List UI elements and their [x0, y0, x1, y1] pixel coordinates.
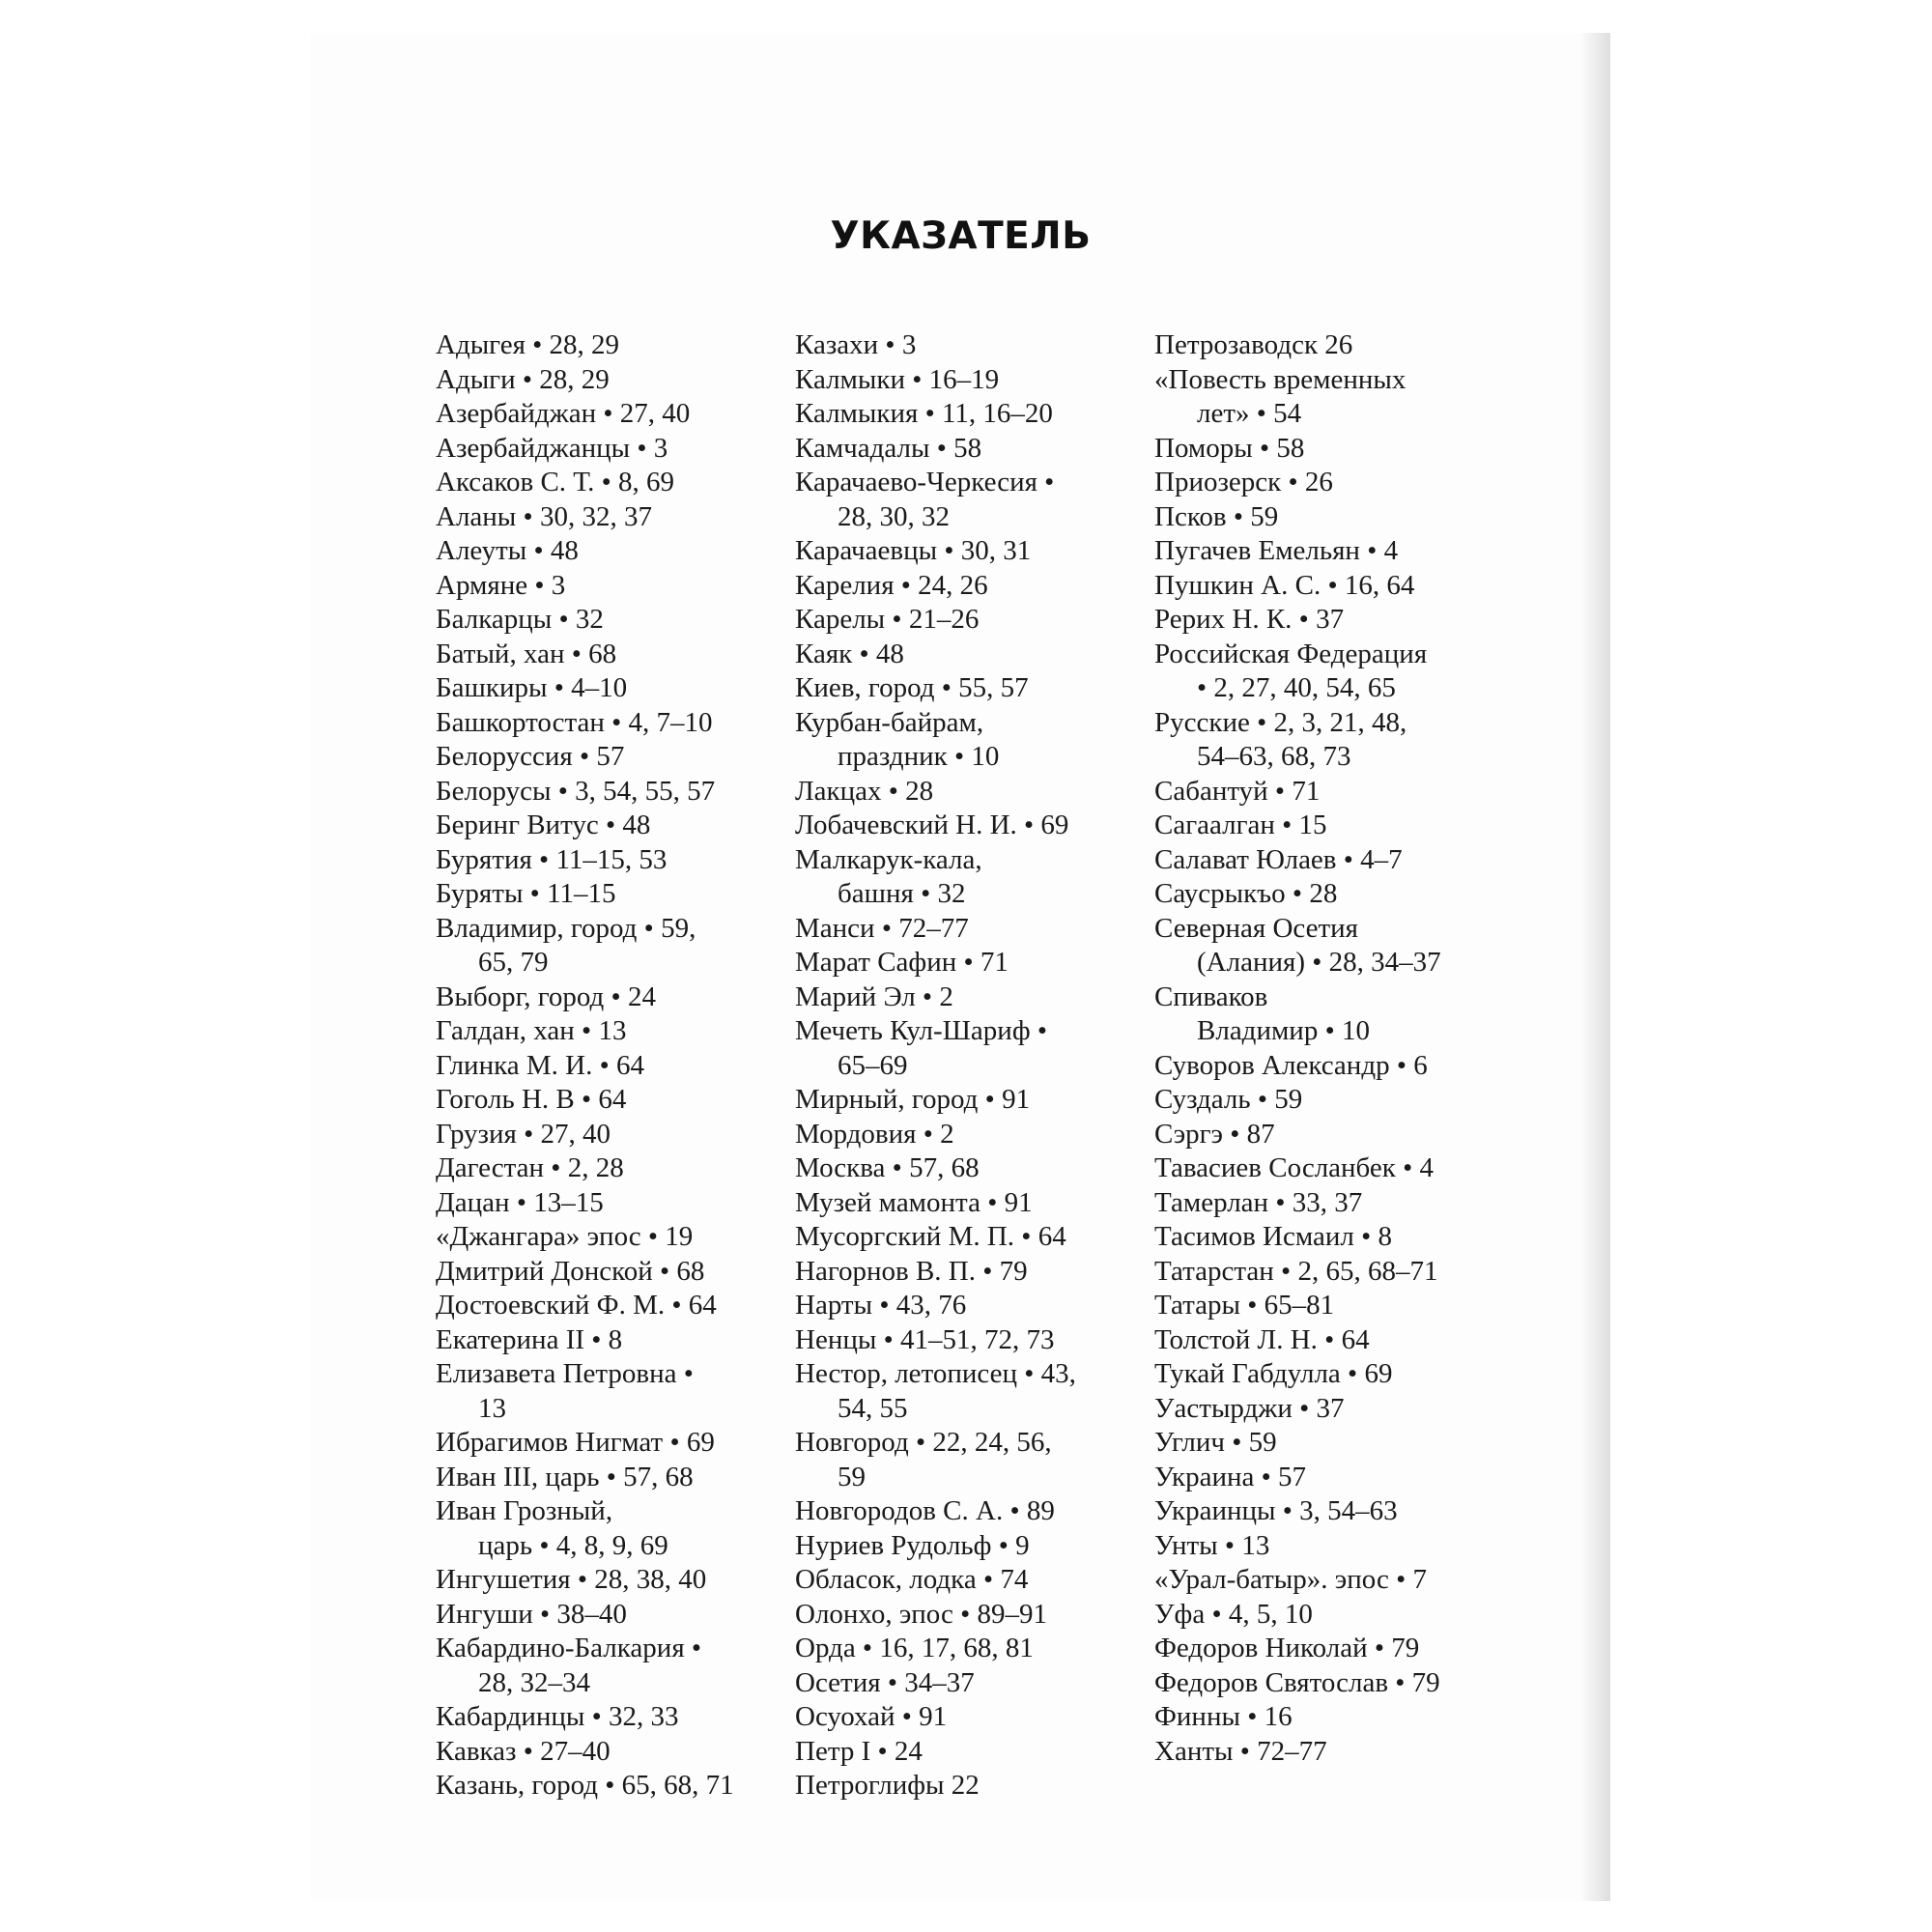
index-entry-line: Рерих Н. К. • 37 — [1154, 604, 1345, 635]
index-entry-line: Финны • 16 — [1154, 1701, 1293, 1732]
index-entry-line: (Алания) • 28, 34–37 — [1197, 947, 1441, 978]
index-entry-line: Алеуты • 48 — [436, 535, 579, 566]
index-entry-line: Грузия • 27, 40 — [436, 1118, 611, 1150]
index-entry-line: Уфа • 4, 5, 10 — [1154, 1598, 1313, 1630]
index-entry-line: Осуохай • 91 — [795, 1701, 948, 1732]
index-page — [311, 33, 1610, 1901]
index-entry-line: Сабантуй • 71 — [1154, 775, 1321, 807]
index-entry-line: Армяне • 3 — [436, 569, 566, 601]
index-entry-line: 65–69 — [838, 1049, 908, 1081]
index-entry-line: Пушкин А. С. • 16, 64 — [1154, 569, 1415, 601]
index-entry-line: Пугачев Емельян • 4 — [1154, 535, 1399, 566]
index-entry-line: Тавасиев Сосланбек • 4 — [1154, 1152, 1435, 1183]
index-entry-line: Мусоргский М. П. • 64 — [795, 1221, 1066, 1252]
index-entry-line: Карачаево-Черкесия • — [795, 467, 1055, 497]
index-entry-line: «Повесть временных — [1154, 363, 1406, 395]
index-entry-line: Карелы • 21–26 — [795, 604, 980, 635]
index-entry-line: Толстой Л. Н. • 64 — [1154, 1323, 1370, 1355]
index-entry-line: Аксаков С. Т. • 8, 69 — [436, 467, 675, 497]
index-entry-line: Уастырджи • 37 — [1154, 1392, 1345, 1424]
index-entry-line: Тасимов Исмаил • 8 — [1154, 1221, 1393, 1252]
index-entry-line: Камчадалы • 58 — [795, 432, 982, 464]
index-entry-line: Галдан, хан • 13 — [436, 1015, 627, 1046]
index-entry-line: Казахи • 3 — [795, 329, 917, 360]
index-entry-line: Ингушетия • 28, 38, 40 — [436, 1564, 707, 1595]
index-entry-line: Достоевский Ф. М. • 64 — [436, 1290, 717, 1321]
index-entry-line: Татарстан • 2, 65, 68–71 — [1154, 1255, 1438, 1287]
index-entry-line: лет» • 54 — [1197, 398, 1302, 429]
index-entry-line: 28, 30, 32 — [838, 500, 950, 532]
index-entry-line: Петроглифы 22 — [795, 1770, 980, 1801]
index-entry-line: Бурятия • 11–15, 53 — [436, 843, 668, 875]
index-entry-line: Новгород • 22, 24, 56, — [795, 1427, 1052, 1458]
index-entry-line: Каяк • 48 — [795, 638, 904, 669]
index-entry-line: Саусрыкъо • 28 — [1154, 878, 1338, 909]
index-entry-line: Олонхо, эпос • 89–91 — [795, 1598, 1048, 1630]
index-entry-line: Киев, город • 55, 57 — [795, 672, 1029, 703]
index-entry-line: Осетия • 34–37 — [795, 1666, 975, 1698]
index-entry-line: Калмыки • 16–19 — [795, 363, 1000, 395]
index-entry-line: Глинка М. И. • 64 — [436, 1049, 644, 1081]
index-entry-line: Дагестан • 2, 28 — [436, 1152, 624, 1183]
index-entry-line: Москва • 57, 68 — [795, 1152, 980, 1183]
index-entry-line: • 2, 27, 40, 54, 65 — [1197, 672, 1396, 703]
index-entry-line: Федоров Святослав • 79 — [1154, 1666, 1440, 1698]
index-entry-line: Поморы • 58 — [1154, 432, 1305, 464]
index-entry-line: Северная Осетия — [1154, 912, 1359, 944]
index-entry-line: Калмыкия • 11, 16–20 — [795, 398, 1053, 429]
index-entry-line: Украина • 57 — [1154, 1461, 1307, 1492]
index-entry-line: Ненцы • 41–51, 72, 73 — [795, 1323, 1055, 1355]
index-column-1 — [436, 328, 783, 1804]
index-entry-line: «Урал-батыр». эпос • 7 — [1154, 1564, 1427, 1595]
index-entry-line: Белоруссия • 57 — [436, 741, 625, 772]
index-entry-line: Екатерина II • 8 — [436, 1323, 623, 1355]
index-entry-line: Мечеть Кул-Шариф • — [795, 1015, 1048, 1046]
index-entry-line: Татары • 65–81 — [1154, 1290, 1335, 1321]
index-entry-line: Федоров Николай • 79 — [1154, 1633, 1420, 1663]
index-entry-line: Белорусы • 3, 54, 55, 57 — [436, 775, 716, 807]
index-entry-line: Малкарук-кала, — [795, 843, 982, 875]
index-entry-line: 28, 32–34 — [478, 1666, 590, 1698]
index-entry-line: Ингуши • 38–40 — [436, 1598, 627, 1630]
index-entry-line: Марат Сафин • 71 — [795, 947, 1009, 978]
index-entry-line: Новгородов С. А. • 89 — [795, 1495, 1055, 1526]
index-entry-line: Мирный, город • 91 — [795, 1084, 1031, 1115]
index-entry-line: Петрозаводск 26 — [1154, 329, 1353, 360]
index-entry-line: Петр I • 24 — [795, 1735, 923, 1767]
index-entry-line: Сагаалган • 15 — [1154, 810, 1327, 840]
index-entry-line: Буряты • 11–15 — [436, 878, 616, 909]
index-entry-line: Дацан • 13–15 — [436, 1186, 604, 1218]
index-entry-line: Азербайджан • 27, 40 — [436, 398, 691, 429]
index-entry-line: «Джангара» эпос • 19 — [436, 1221, 694, 1252]
index-entry-line: Салават Юлаев • 4–7 — [1154, 843, 1403, 875]
index-entry-line: башня • 32 — [838, 878, 966, 909]
index-entry-line: Музей мамонта • 91 — [795, 1186, 1033, 1218]
index-entry-line: Кавказ • 27–40 — [436, 1735, 611, 1767]
index-entry-line: Нуриев Рудольф • 9 — [795, 1529, 1030, 1561]
index-entry-line: Башкортостан • 4, 7–10 — [436, 706, 713, 738]
index-entry-line: Нестор, летописец • 43, — [795, 1358, 1076, 1389]
index-entry-line: Иван Грозный, — [436, 1495, 613, 1526]
index-entry-line: Гоголь Н. В • 64 — [436, 1084, 627, 1115]
index-column-3 — [1154, 328, 1502, 1769]
index-entry-line: Спиваков — [1154, 980, 1268, 1012]
index-entry-line: Обласок, лодка • 74 — [795, 1564, 1029, 1595]
index-entry-line: Лобачевский Н. И. • 69 — [795, 810, 1069, 840]
index-entry-line: царь • 4, 8, 9, 69 — [478, 1529, 668, 1561]
index-entry-line: Русские • 2, 3, 21, 48, — [1154, 706, 1407, 738]
index-entry-line: 13 — [478, 1392, 506, 1424]
index-entry-line: Кабардино-Балкария • — [436, 1633, 702, 1663]
index-entry-line: Выборг, город • 24 — [436, 980, 656, 1012]
index-entry-line: Башкиры • 4–10 — [436, 672, 628, 703]
index-entry-line: Владимир • 10 — [1197, 1015, 1370, 1046]
index-entry-line: Иван III, царь • 57, 68 — [436, 1461, 694, 1492]
index-entry-line: Адыгея • 28, 29 — [436, 329, 620, 360]
index-entry-line: Азербайджанцы • 3 — [436, 432, 668, 464]
index-entry-line: Тукай Габдулла • 69 — [1154, 1358, 1393, 1389]
index-entry-line: Балкарцы • 32 — [436, 604, 604, 635]
index-entry-line: Псков • 59 — [1154, 500, 1279, 532]
index-entry-line: Нагорнов В. П. • 79 — [795, 1255, 1028, 1287]
index-entry-line: Суворов Александр • 6 — [1154, 1049, 1428, 1081]
index-entry-line: 54, 55 — [838, 1392, 908, 1424]
index-entry-line: Аланы • 30, 32, 37 — [436, 500, 652, 532]
index-entry-line: Ханты • 72–77 — [1154, 1735, 1327, 1767]
index-entry-line: праздник • 10 — [838, 741, 1000, 772]
index-entry-line: Лакцах • 28 — [795, 775, 934, 807]
index-entry-line: 54–63, 68, 73 — [1197, 741, 1351, 772]
index-entry-line: 59 — [838, 1461, 866, 1492]
index-entry-line: 65, 79 — [478, 947, 549, 978]
index-entry-line: Унты • 13 — [1154, 1529, 1270, 1561]
index-entry-line: Украинцы • 3, 54–63 — [1154, 1495, 1398, 1526]
index-column-2 — [795, 328, 1143, 1804]
index-entry-line: Орда • 16, 17, 68, 81 — [795, 1633, 1034, 1663]
index-entry-line: Карачаевцы • 30, 31 — [795, 535, 1032, 566]
index-entry-line: Курбан-байрам, — [795, 706, 984, 738]
index-entry-line: Кабардинцы • 32, 33 — [436, 1701, 679, 1732]
index-entry-line: Марий Эл • 2 — [795, 980, 953, 1012]
index-entry-line: Дмитрий Донской • 68 — [436, 1255, 705, 1287]
index-entry-line: Углич • 59 — [1154, 1427, 1277, 1458]
page-title: УКАЗАТЕЛЬ — [830, 214, 1092, 258]
index-entry-line: Приозерск • 26 — [1154, 467, 1333, 497]
index-entry-line: Елизавета Петровна • — [436, 1358, 694, 1389]
index-entry-line: Суздаль • 59 — [1154, 1084, 1303, 1115]
index-entry-line: Российская Федерация — [1154, 638, 1428, 669]
index-entry-line: Адыги • 28, 29 — [436, 363, 610, 395]
index-entry-line: Батый, хан • 68 — [436, 638, 617, 669]
index-entry-line: Беринг Витус • 48 — [436, 810, 651, 840]
index-entry-line: Сэргэ • 87 — [1154, 1118, 1275, 1150]
index-entry-line: Нарты • 43, 76 — [795, 1290, 967, 1321]
index-entry-line: Карелия • 24, 26 — [795, 569, 988, 601]
page-edge-shadow — [1579, 33, 1610, 1901]
index-entry-line: Ибрагимов Нигмат • 69 — [436, 1427, 715, 1458]
index-entry-line: Казань, город • 65, 68, 71 — [436, 1770, 734, 1801]
index-entry-line: Владимир, город • 59, — [436, 912, 696, 944]
index-entry-line: Тамерлан • 33, 37 — [1154, 1186, 1363, 1218]
index-entry-line: Манси • 72–77 — [795, 912, 969, 944]
index-entry-line: Мордовия • 2 — [795, 1118, 954, 1150]
